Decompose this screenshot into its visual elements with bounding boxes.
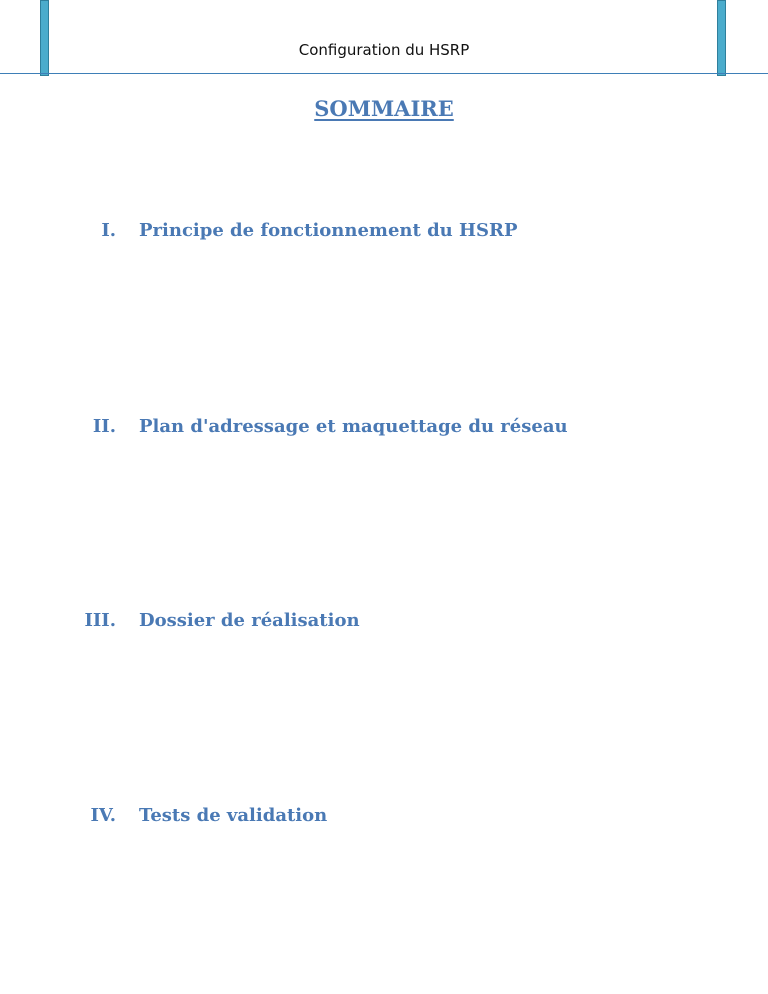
header-right-bar (717, 0, 726, 76)
toc-entry-label: Principe de fonctionnement du HSRP (139, 220, 518, 241)
header-divider (0, 73, 768, 74)
header-title: Configuration du HSRP (298, 41, 470, 59)
toc-entry (0, 220, 768, 248)
toc-entry-number: III. (84, 610, 116, 631)
page-title: SOMMAIRE (314, 96, 454, 121)
toc-entry-number: I. (101, 220, 116, 241)
toc-entry (0, 610, 768, 638)
toc-entry (0, 805, 768, 833)
toc-entry-number: IV. (90, 805, 116, 826)
header-left-bar (40, 0, 49, 76)
toc-entry-label: Dossier de réalisation (139, 610, 360, 631)
toc-entry-label: Tests de validation (139, 805, 328, 826)
toc-entry-number: II. (92, 416, 116, 437)
toc-entry (0, 416, 768, 444)
toc-entry-label: Plan d'adressage et maquettage du réseau (139, 416, 568, 437)
